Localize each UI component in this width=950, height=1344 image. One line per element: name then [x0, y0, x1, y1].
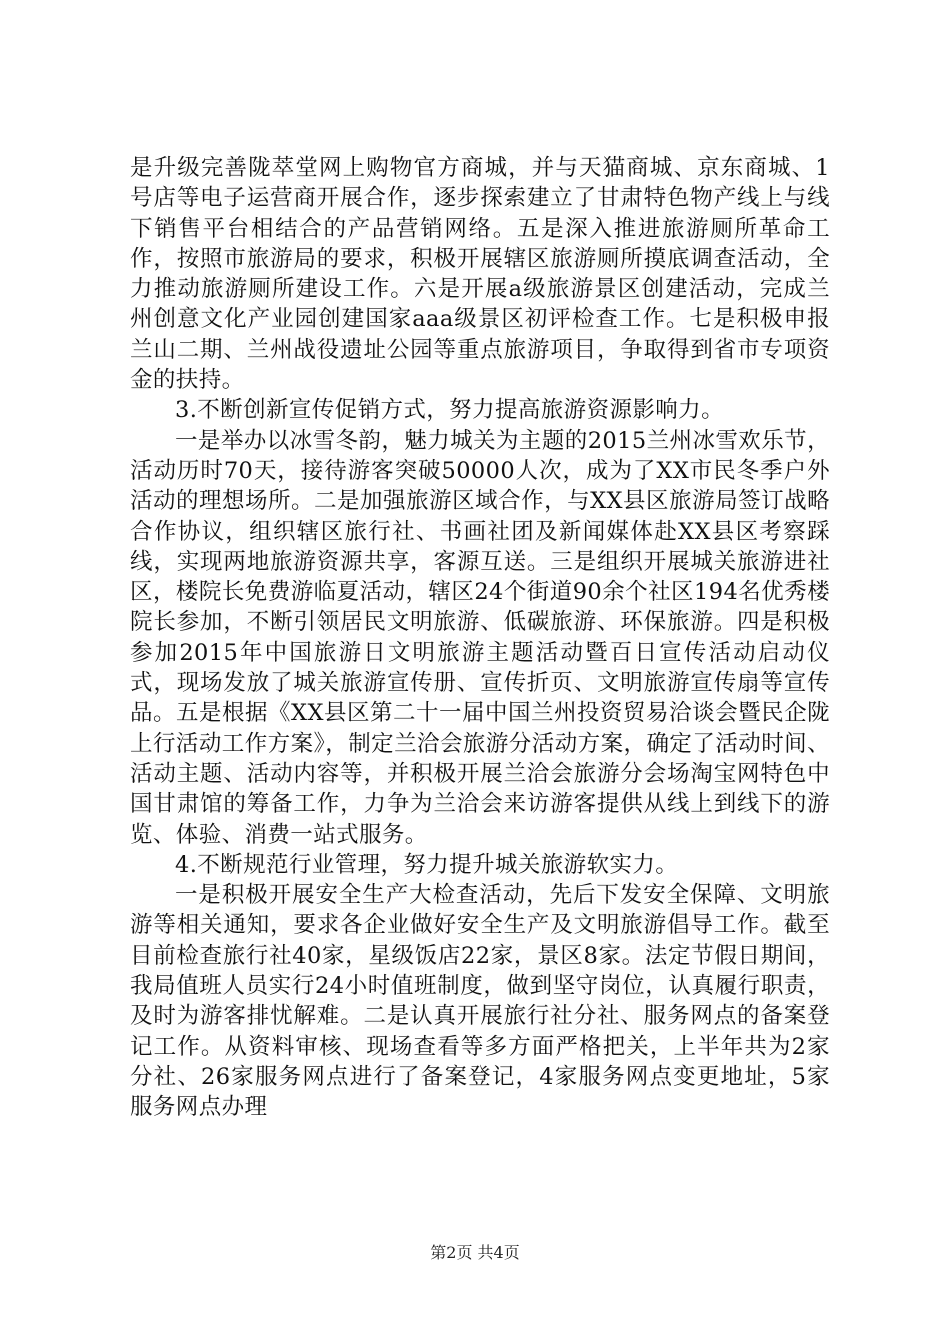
paragraph-continuation: 是升级完善陇萃堂网上购物官方商城，并与天猫商城、京东商城、1号店等电子运营商开展合作，逐步探索建立了甘肃特色物产线上与线下销售平台相结合的产品营销网络。五是深入推进旅游厕所革命工作，按照市旅游局的要求，积极开展辖区旅游厕所摸底调查活动，全力推动旅游厕所建设工作。六是开展a级旅游景区创建活动，完成兰州创意文化产业园创建国家aaa级景区初评检查工作。七是积极申报兰山二期、兰州战役遗址公园等重点旅游项目，争取得到省市专项资金的扶持。 — [130, 155, 830, 394]
paragraph-promotion: 一是举办以冰雪冬韵，魅力城关为主题的2015兰州冰雪欢乐节，活动历时70天，接待游客突破50000人次，成为了XX市民冬季户外活动的理想场所。二是加强旅游区域合作，与XX县区旅游局签订战略合作协议，组织辖区旅行社、书画社团及新闻媒体赴XX县区考察踩线，实现两地旅游资源共享，客源互送。三是组织开展城关旅游进社区，楼院长免费游临夏活动，辖区24个街道90余个社区194名优秀楼院长参加，不断引领居民文明旅游、低碳旅游、环保旅游。四是积极参加2015年中国旅游日文明旅游主题活动暨百日宣传活动启动仪式，现场发放了城关旅游宣传册、宣传折页、文明旅游宣传扇等宣传品。五是根据《XX县区第二十一届中国兰州投资贸易洽谈会暨民企陇上行活动工作方案》，制定兰洽会旅游分活动方案，确定了活动时间、活动主题、活动内容等，并积极开展兰洽会旅游分会场淘宝网特色中国甘肃馆的筹备工作，力争为兰洽会来访游客提供从线上到线下的游览、体验、消费一站式服务。 — [130, 427, 830, 848]
section-heading-4: 4.不断规范行业管理，努力提升城关旅游软实力。 — [175, 851, 679, 878]
section-heading-3: 3.不断创新宣传促销方式，努力提高旅游资源影响力。 — [175, 397, 724, 424]
paragraph-management: 一是积极开展安全生产大检查活动，先后下发安全保障、文明旅游等相关通知，要求各企业做好安全生产及文明旅游倡导工作。截至目前检查旅行社40家，星级饭店22家，景区8家。法定节假日期间，我局值班人员实行24小时值班制度，做到坚守岗位，认真履行职责，及时为游客排忧解难。二是认真开展旅行社分社、服务网点的备案登记工作。从资料审核、现场查看等多方面严格把关，上半年共为2家分社、26家服务网点进行了备案登记，4家服务网点变更地址，5家服务网点办理 — [130, 882, 830, 1121]
page-footer: 第2页 共4页 — [430, 1243, 520, 1262]
document-body — [130, 153, 830, 1123]
